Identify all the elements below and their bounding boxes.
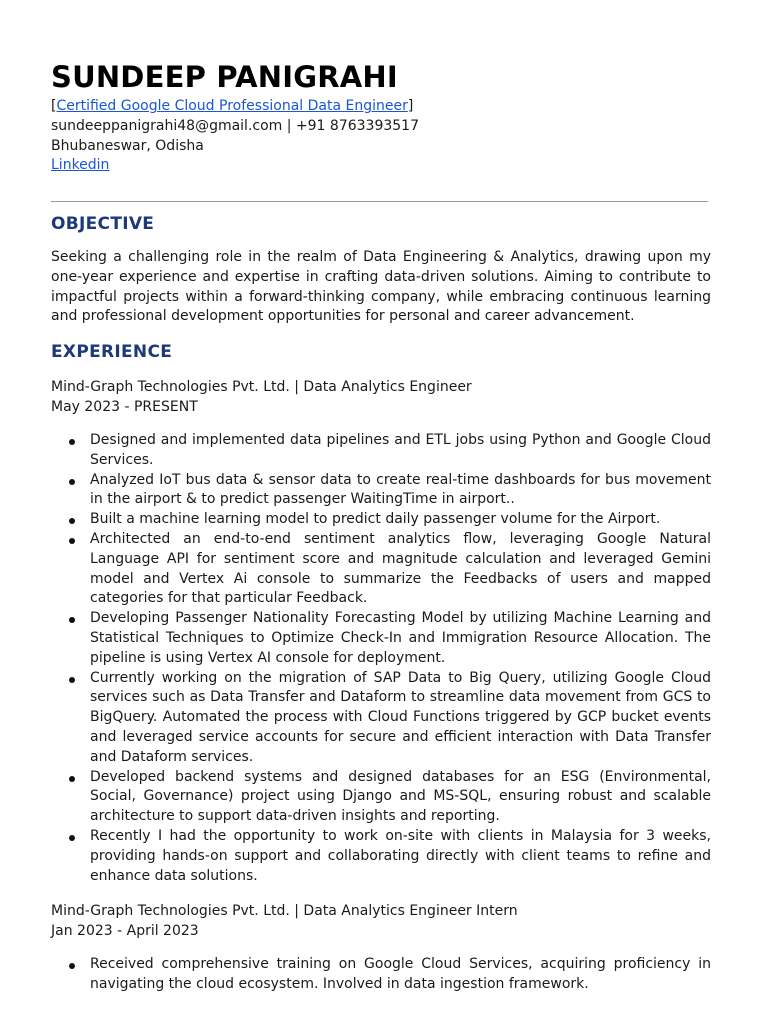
- job-company-role: Mind-Graph Technologies Pvt. Ltd. | Data Analytics Engineer Intern: [51, 903, 518, 919]
- bullet-icon: [69, 439, 75, 445]
- bullet-icon: [69, 518, 75, 524]
- resume-header: [51, 58, 711, 176]
- job-dates: Jan 2023 - April 2023: [51, 923, 199, 939]
- job-bullets: [51, 955, 711, 995]
- job-dates: May 2023 - PRESENT: [51, 399, 198, 415]
- contact-line: sundeeppanigrahi48@gmail.com | +91 8763393517: [51, 117, 419, 134]
- cert-bracket-open: [: [51, 98, 57, 114]
- certification-line: [51, 97, 711, 117]
- job-company-role: Mind-Graph Technologies Pvt. Ltd. | Data Analytics Engineer: [51, 379, 472, 395]
- bullet-text: Analyzed IoT bus data & sensor data to create real-time dashboards for bus movement in the airport & to predict passenger WaitingTime in airport..: [90, 471, 711, 508]
- list-item: [51, 530, 711, 609]
- certification-link[interactable]: Certified Google Cloud Professional Data Engineer: [56, 98, 408, 114]
- list-item: [51, 510, 711, 530]
- bullet-text: Developing Passenger Nationality Forecasting Model by utilizing Machine Learning and Statistical Techniques to Optimize Check-In and Immigration Resource Allocation. The pipeline is using Vertex AI console for deployment.: [90, 610, 711, 666]
- bullet-icon: [69, 776, 75, 782]
- bullet-icon: [69, 479, 75, 485]
- candidate-name: SUNDEEP PANIGRAHI: [51, 60, 398, 94]
- list-item: [51, 827, 711, 886]
- experience-heading: EXPERIENCE: [51, 342, 173, 362]
- linkedin-row: [51, 156, 711, 176]
- cert-bracket-close: ]: [407, 98, 414, 114]
- bullet-text: Architected an end-to-end sentiment analytics flow, leveraging Google Natural Language API for sentiment score and magnitude calculation and leveraged Gemini model and Vertex Ai console to summarize the Feedbacks of users and mapped categories for that particular Feedback.: [90, 530, 711, 607]
- location: Bhubaneswar, Odisha: [51, 137, 204, 154]
- bullet-icon: [69, 963, 75, 969]
- bullet-text: Recently I had the opportunity to work on-site with clients in Malaysia for 3 weeks, providing hands-on support and collaborating directly with client teams to refine and enhance data solutions.: [90, 827, 711, 884]
- list-item: [51, 669, 711, 768]
- list-item: [51, 609, 711, 668]
- bullet-icon: [69, 617, 75, 623]
- header-divider: [51, 201, 708, 202]
- list-item: [51, 768, 711, 827]
- list-item: [51, 471, 711, 511]
- bullet-text: Currently working on the migration of SAP Data to Big Query, utilizing Google Cloud services such as Data Transfer and Dataform to streamline data movement from GCS to BigQuery. Automated the process with Cloud Functions triggered by GCP bucket events and leveraged service accounts for secure and efficient interaction with Data Transfer and Dataform services.: [90, 669, 711, 765]
- bullet-text: Received comprehensive training on Google Cloud Services, acquiring proficiency in navigating the cloud ecosystem. Involved in data ingestion framework.: [90, 956, 711, 992]
- linkedin-link[interactable]: Linkedin: [51, 157, 110, 174]
- job-bullets: [51, 431, 711, 886]
- list-item: [51, 431, 711, 471]
- bullet-text: Developed backend systems and designed databases for an ESG (Environmental, Social, Governance) project using Django and MS-SQL, ensuring robust and scalable architecture to support data-driven insights and reporting.: [90, 768, 711, 825]
- bullet-icon: [69, 538, 75, 544]
- bullet-text: Designed and implemented data pipelines and ETL jobs using Python and Google Cloud Services.: [90, 432, 711, 468]
- bullet-text: Built a machine learning model to predict daily passenger volume for the Airport.: [90, 511, 661, 528]
- bullet-icon: [69, 835, 75, 841]
- list-item: [51, 955, 711, 995]
- objective-heading: OBJECTIVE: [51, 214, 155, 234]
- objective-text: Seeking a challenging role in the realm of Data Engineering & Analytics, drawing upon my one-year experience and expertise in crafting data-driven solutions. Aiming to contribute to impactful projects within a forward-thinking company, while embracing continuous learning and professional development opportunities for personal and career advancement.: [51, 249, 711, 325]
- bullet-icon: [69, 677, 75, 683]
